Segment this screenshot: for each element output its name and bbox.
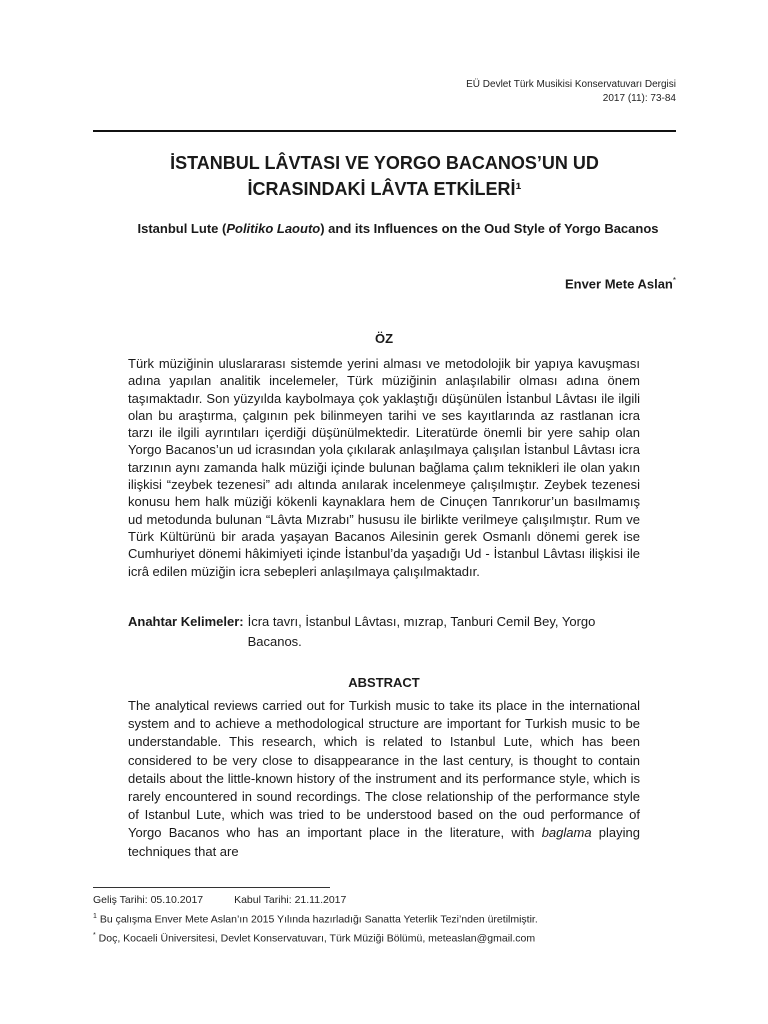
oz-paragraph: Türk müziğinin uluslararası sistemde yerini alması ve metodolojik bir yapıya kavuşması adına yapılan analitik incelemeler, Türk müziğinin anlaşılabilir olması adına önem taşımaktadır. Son yüzyılda kaybolmaya çok yaklaştığı düşünülen İstanbul Lâvtası ile ilgili olan bu araştırma, çalgının pek bilinmeyen tarihi ve ses kayıtlarında az rastlanan icra tarzı ile ilgili ayrıntıları içerdiği düşünülmektedir. Literatürde önemli bir yere sahip olan Yorgo Bacanos’un ud icrasından yola çıkılarak anlaşılmaya çalışılan İstanbul Lâvtası icra tarzının aynı zamanda halk müziği içinde bulunan bağlama çalım teknikleri ile olan yakın ilişkisi “zeybek tezenesi” adı altında anılarak incelenmeye çalışılmıştır. Zeybek tezenesi konusu hem halk müziği kökenli kaynaklara hem de Cinuçen Tanrıkorur’un basılmamış ud metodunda bulunan “Lâvta Mızrabı” hususu ile birlikte verilmeye çalışılmıştır. Rum ve Türk Kültürünü bir arada yaşayan Bacanos Ailesinin gerek Osmanlı dönemi gerek ise Cumhuriyet dönemi hâkimiyeti içinde İstanbul’da yaşadığı Ud - İstanbul Lâvtası ilişkisi ile icrâ edilen müziğin icra sebepleri anlaşılmaya çalışılmaktadır. <box>128 356 640 579</box>
footnote-author-mark: * <box>93 931 96 939</box>
footnote-author-text: Doç, Kocaeli Üniversitesi, Devlet Konservatuvarı, Türk Müziği Bölümü, meteaslan@gmail.com <box>95 932 536 944</box>
author <box>565 276 676 291</box>
footnote-1-text: Bu çalışma Enver Mete Aslan’ın 2015 Yılında hazırladığı Sanatta Yeterlik Tezi’nden üretilmiştir. <box>96 913 538 925</box>
article-title <box>93 150 676 202</box>
footnotes <box>93 893 676 947</box>
journal-issue: 2017 (11): 73-84 <box>602 93 676 104</box>
footnote-1-mark: 1 <box>93 912 97 920</box>
keywords-label: Anahtar Kelimeler: <box>128 614 244 629</box>
footnote-1 <box>93 909 676 928</box>
author-name: Enver Mete Aslan <box>564 276 673 292</box>
footnote-rule <box>93 887 330 888</box>
abstract-paragraph <box>128 697 640 861</box>
keywords <box>128 612 640 652</box>
abstract-italic: baglama <box>541 825 592 841</box>
oz-heading: ÖZ <box>374 331 394 346</box>
author-footnote-mark: * <box>672 276 676 285</box>
accepted-date: Kabul Tarihi: 21.11.2017 <box>234 894 347 906</box>
keywords-text: İcra tavrı, İstanbul Lâvtası, mızrap, Tanburi Cemil Bey, Yorgo Bacanos. <box>247 614 596 649</box>
received-date: Geliş Tarihi: 05.10.2017 <box>93 894 204 906</box>
title-line-2: İCRASINDAKİ LÂVTA ETKİLERİ¹ <box>247 179 522 199</box>
subtitle-part-1: Istanbul Lute ( <box>137 221 227 236</box>
abstract-text: The analytical reviews carried out for Turkish music to take its place in the international system and to achieve a methodological structure are important for Turkish music to be understandable. This research, which is related to Istanbul Lute, which has been considered to be very close to disappearance in the last century, is thought to contain details about the little-known history of the instrument and its performance style, which is rarely encountered in sound recordings. The close relationship of the performance style of Istanbul Lute, which was tried to be understood based on the oud performance of Yorgo Bacanos who has an important place in the literature, with <box>128 698 640 841</box>
header-rule <box>93 130 676 132</box>
dates-row <box>93 893 676 909</box>
subtitle-italic: Politiko Laouto <box>226 221 321 236</box>
journal-name: EÜ Devlet Türk Musikisi Konservatuvarı Dergisi <box>466 79 676 90</box>
title-line-1: İSTANBUL LÂVTASI VE YORGO BACANOS’UN UD <box>170 153 599 173</box>
subtitle-part-2: ) and its Influences on the Oud Style of Yorgo Bacanos <box>320 221 659 236</box>
journal-header <box>466 78 676 106</box>
abstract-text-end: playing techniques that are <box>128 825 640 859</box>
abstract-heading: ABSTRACT <box>348 675 420 690</box>
footnote-author <box>93 928 676 947</box>
english-title <box>120 218 676 239</box>
